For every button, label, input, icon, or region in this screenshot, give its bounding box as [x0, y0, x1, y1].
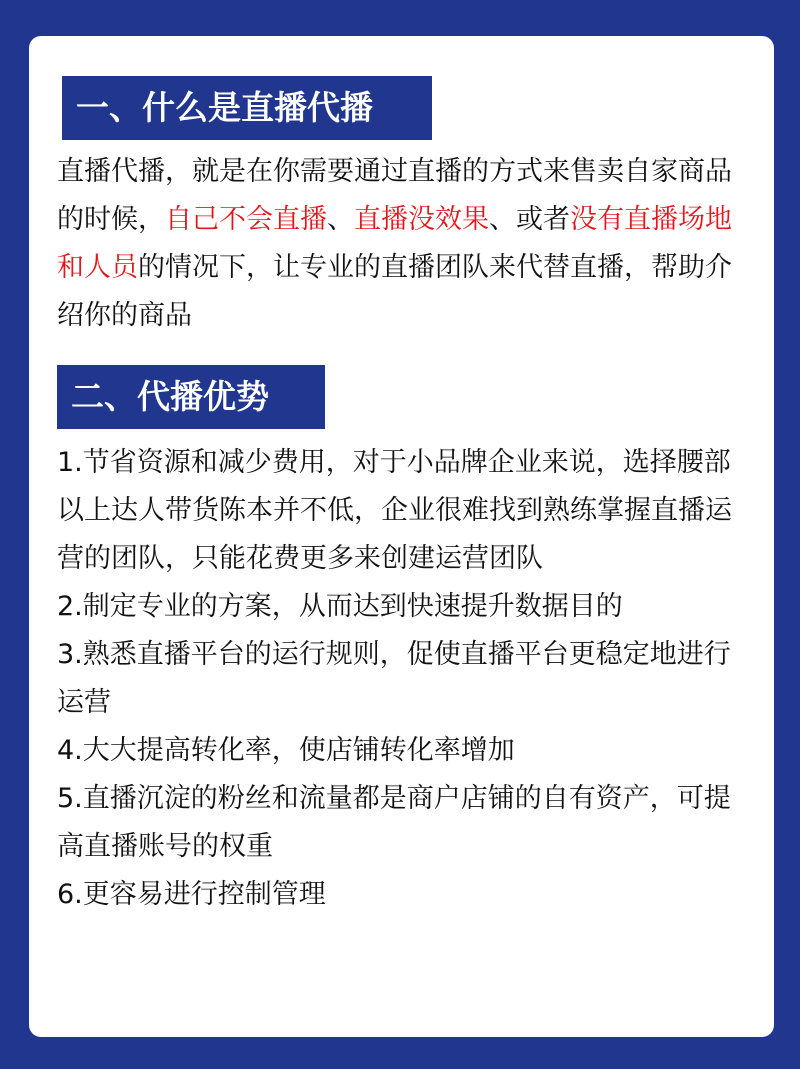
list-item: 3.熟悉直播平台的运行规则，促使直播平台更稳定地进行运营	[57, 639, 731, 718]
paragraph-text: 直播代播，就是在你需要通过直播的方式来售卖自家商品的时候，	[57, 156, 732, 235]
highlight-phrase: 自己不会直播	[165, 204, 327, 235]
list-item: 4.大大提高转化率，使店铺转化率增加	[57, 735, 515, 766]
list-item: 1.节省资源和减少费用，对于小品牌企业来说，选择腰部以上达人带货陈本并不低，企业很难找到熟练掌握直播运营的团队，只能花费更多来创建运营团队	[57, 447, 732, 574]
section-2-heading: 二、代播优势	[57, 365, 325, 429]
paragraph-separator: 、或者	[489, 204, 570, 235]
list-item: 6.更容易进行控制管理	[57, 879, 326, 910]
list-item: 2.制定专业的方案，从而达到快速提升数据目的	[57, 591, 623, 622]
paragraph-text: 的情况下，让专业的直播团队来代替直播，帮助介绍你的商品	[57, 252, 732, 331]
section-1-heading: 一、什么是直播代播	[62, 76, 432, 140]
highlight-phrase: 直播没效果	[354, 204, 489, 235]
content-card	[29, 36, 774, 1037]
paragraph-separator: 、	[327, 204, 354, 235]
list-item: 5.直播沉淀的粉丝和流量都是商户店铺的自有资产，可提高直播账号的权重	[57, 783, 731, 862]
advantages-list	[57, 439, 757, 919]
highlight-phrase: 没有直播场地和人员	[57, 204, 732, 283]
section-1-paragraph	[57, 148, 757, 340]
